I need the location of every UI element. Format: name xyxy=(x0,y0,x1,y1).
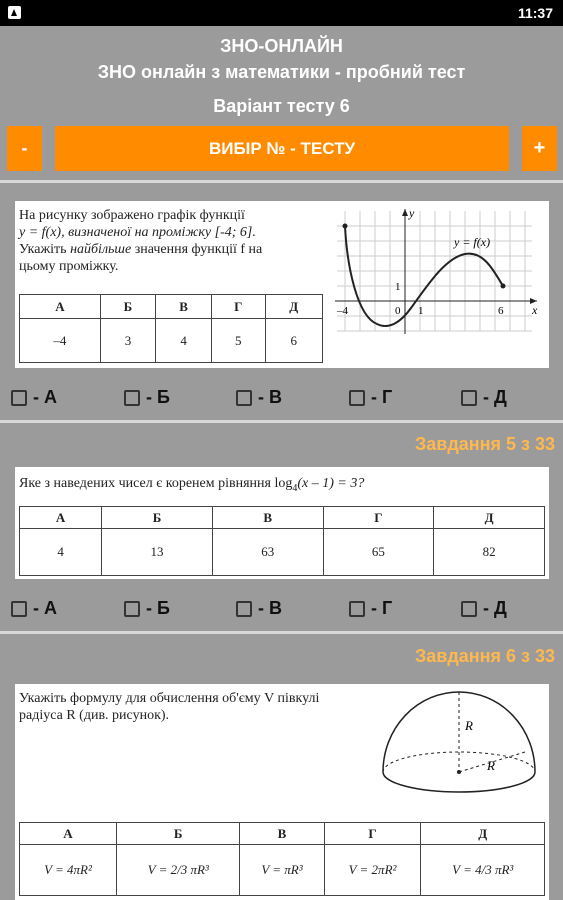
task5-question: Яке з наведених чисел є коренем рівняння $\log_4(x - 1) = 3$? xyxy=(19,476,365,494)
task4-card xyxy=(15,201,549,368)
svg-text:1: 1 xyxy=(395,281,401,293)
task6-title: Завдання 6 з 33 xyxy=(414,646,555,666)
task5-options: - А - Б - В - Г - Д xyxy=(0,598,563,622)
task6-question: Укажіть формулу для обчислення об'єму V півкулі радіуса R (див. рисунок). xyxy=(19,691,320,723)
svg-text:1: 1 xyxy=(418,305,424,317)
function-graph xyxy=(327,206,545,336)
checkbox[interactable] xyxy=(349,390,365,406)
svg-text:R: R xyxy=(487,758,495,773)
checkbox[interactable] xyxy=(11,601,27,617)
task6-answer-table: А Б В Г Д V = 4πR² V = 2/3 πR³ V = πR³ V = 2πR² V = 4/3 πR³ xyxy=(19,822,545,896)
divider xyxy=(0,631,563,634)
svg-text:y: y xyxy=(409,206,415,220)
app-subtitle: ЗНО онлайн з математики - пробний тест xyxy=(97,62,466,82)
header xyxy=(0,26,563,180)
divider xyxy=(0,180,563,183)
svg-text:0: 0 xyxy=(395,305,401,317)
task5-title: Завдання 5 з 33 xyxy=(414,434,555,454)
select-test-button[interactable]: ВИБІР № - ТЕСТУ xyxy=(55,126,509,171)
task6-card xyxy=(15,684,549,900)
status-time: 11:37 xyxy=(517,5,553,21)
task4-question: На рисунку зображено графік функції y = f(x), визначеної на проміжку [-4; 6]. Укажіть найбільше значення функції f на цьому проміжку. xyxy=(19,208,263,274)
checkbox[interactable] xyxy=(236,390,252,406)
checkbox[interactable] xyxy=(236,601,252,617)
task4-answer-table: А Б В Г Д –4 3 4 5 6 xyxy=(19,294,323,363)
svg-text:R: R xyxy=(465,718,473,733)
previous-variant-button[interactable]: - xyxy=(7,126,42,171)
task4-options: - А - Б - В - Г - Д xyxy=(0,387,563,411)
svg-text:–4: –4 xyxy=(337,305,348,317)
app-title: ЗНО-ОНЛАЙН xyxy=(220,36,343,56)
next-variant-button[interactable]: + xyxy=(522,126,557,171)
checkbox[interactable] xyxy=(11,390,27,406)
notification-icon xyxy=(8,6,21,19)
checkbox[interactable] xyxy=(124,390,140,406)
task5-card xyxy=(15,467,549,579)
checkbox[interactable] xyxy=(461,601,477,617)
svg-text:y = f(x): y = f(x) xyxy=(454,235,491,249)
task5-answer-table: А Б В Г Д 4 13 63 65 82 xyxy=(19,506,545,576)
checkbox[interactable] xyxy=(124,601,140,617)
svg-text:6: 6 xyxy=(498,305,504,317)
checkbox[interactable] xyxy=(461,390,477,406)
checkbox[interactable] xyxy=(349,601,365,617)
svg-text:x: x xyxy=(532,303,538,317)
variant-title: Варіант тесту 6 xyxy=(213,96,350,116)
status-bar xyxy=(0,0,563,26)
hemisphere-figure xyxy=(375,688,545,798)
divider xyxy=(0,420,563,423)
